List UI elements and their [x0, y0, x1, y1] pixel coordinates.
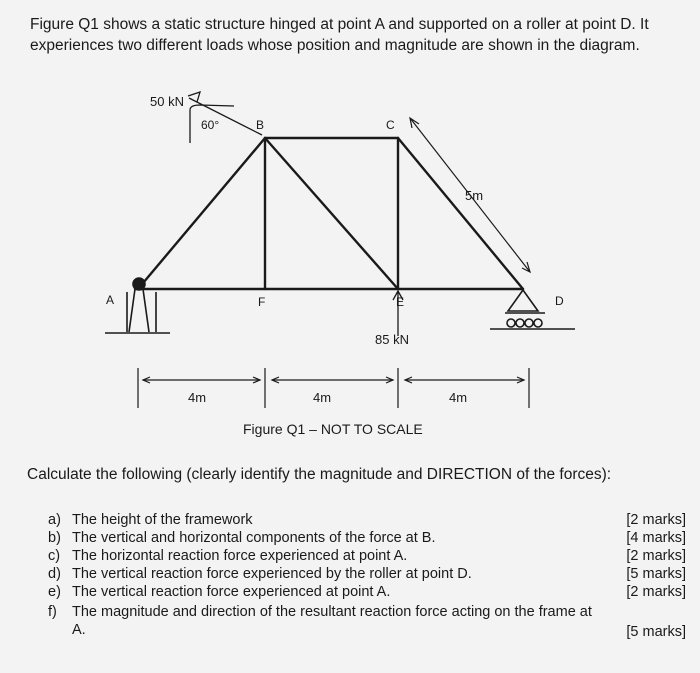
question-text: The vertical reaction force experienced at point A.: [72, 584, 391, 600]
member-ab: [138, 138, 265, 289]
question-e: [48, 583, 688, 601]
dimension-label-fe: 4m: [313, 390, 332, 405]
question-text: The horizontal reaction force experienced at point A.: [72, 548, 408, 564]
load-label-e: 85 kN: [375, 332, 409, 347]
question-text: The vertical and horizontal components of the force at B.: [72, 530, 436, 546]
point-label-c: C: [386, 118, 395, 132]
angle-label: 60°: [201, 118, 220, 132]
point-label-f: F: [258, 295, 266, 309]
load-label-b: 50 kN: [150, 94, 184, 109]
point-label-d: D: [555, 294, 564, 308]
pin-support-a: [105, 278, 170, 333]
question-marks: [4 marks]: [626, 530, 686, 546]
point-label-b: B: [256, 118, 265, 132]
dimension-label-ed: 4m: [449, 390, 468, 405]
question-marks: [2 marks]: [626, 584, 686, 600]
load-arrow-b: [188, 92, 265, 143]
question-c: [48, 547, 688, 565]
question-letter: d): [48, 566, 61, 582]
question-marks: [5 marks]: [626, 624, 686, 640]
question-marks: [2 marks]: [626, 512, 686, 528]
member-be: [265, 138, 398, 289]
question-letter: e): [48, 584, 61, 600]
intro-paragraph: Figure Q1 shows a static structure hinged at point A and supported on a roller at point D. It experiences two different loads whose position and magnitude are shown in the diagram.: [30, 16, 649, 54]
point-label-e: E: [396, 295, 405, 309]
question-d: [48, 565, 688, 583]
question-text: The vertical reaction force experienced by the roller at point D.: [72, 566, 472, 582]
question-f: [48, 603, 688, 639]
question-letter: f): [48, 604, 57, 620]
question-letter: b): [48, 530, 61, 546]
member-cd: [398, 138, 523, 289]
point-label-a: A: [106, 293, 115, 307]
question-text: The magnitude and direction of the resultant reaction force acting on the frame at A.: [72, 604, 592, 638]
figure-caption: Figure Q1 – NOT TO SCALE: [243, 421, 423, 437]
length-label-cd: 5m: [465, 188, 484, 203]
instructions: Calculate the following (clearly identify the magnitude and DIRECTION of the forces):: [27, 466, 612, 483]
dimension-label-af: 4m: [188, 390, 207, 405]
question-letter: c): [48, 548, 61, 564]
question-a: [48, 511, 688, 529]
question-list: [48, 511, 688, 639]
question-marks: [2 marks]: [626, 548, 686, 564]
question-letter: a): [48, 512, 61, 528]
question-text: The height of the framework: [72, 512, 253, 528]
question-marks: [5 marks]: [626, 566, 686, 582]
question-b: [48, 529, 688, 547]
